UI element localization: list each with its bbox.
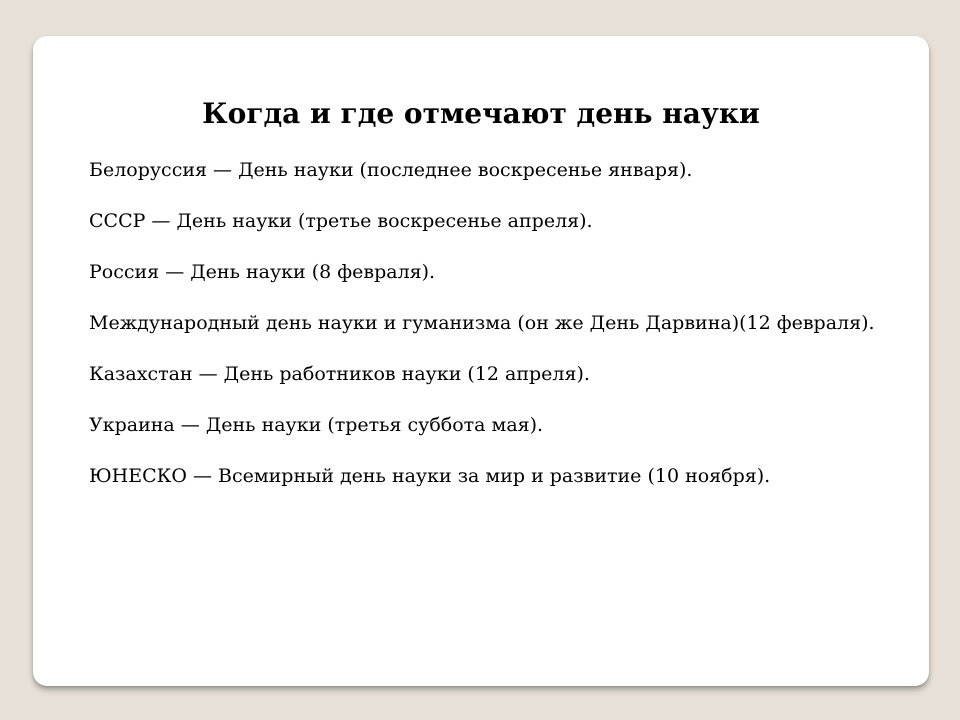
entry-belarus: Белоруссия — День науки (последнее воскресенье января). bbox=[89, 159, 693, 181]
entry-kazakhstan: Казахстан — День работников науки (12 апреля). bbox=[89, 363, 590, 385]
entry-ussr: СССР — День науки (третье воскресенье апреля). bbox=[89, 210, 593, 232]
entry-unesco: ЮНЕСКО — Всемирный день науки за мир и развитие (10 ноября). bbox=[89, 465, 771, 487]
entry-russia: Россия — День науки (8 февраля). bbox=[89, 261, 436, 283]
slide-title: Когда и где отмечают день науки bbox=[202, 97, 760, 130]
slide-card bbox=[33, 36, 929, 686]
entry-ukraine: Украина — День науки (третья суббота мая). bbox=[89, 414, 544, 436]
entry-international-day: Международный день науки и гуманизма (он же День Дарвина)(12 февраля). bbox=[89, 312, 875, 334]
entries-list bbox=[89, 157, 879, 514]
